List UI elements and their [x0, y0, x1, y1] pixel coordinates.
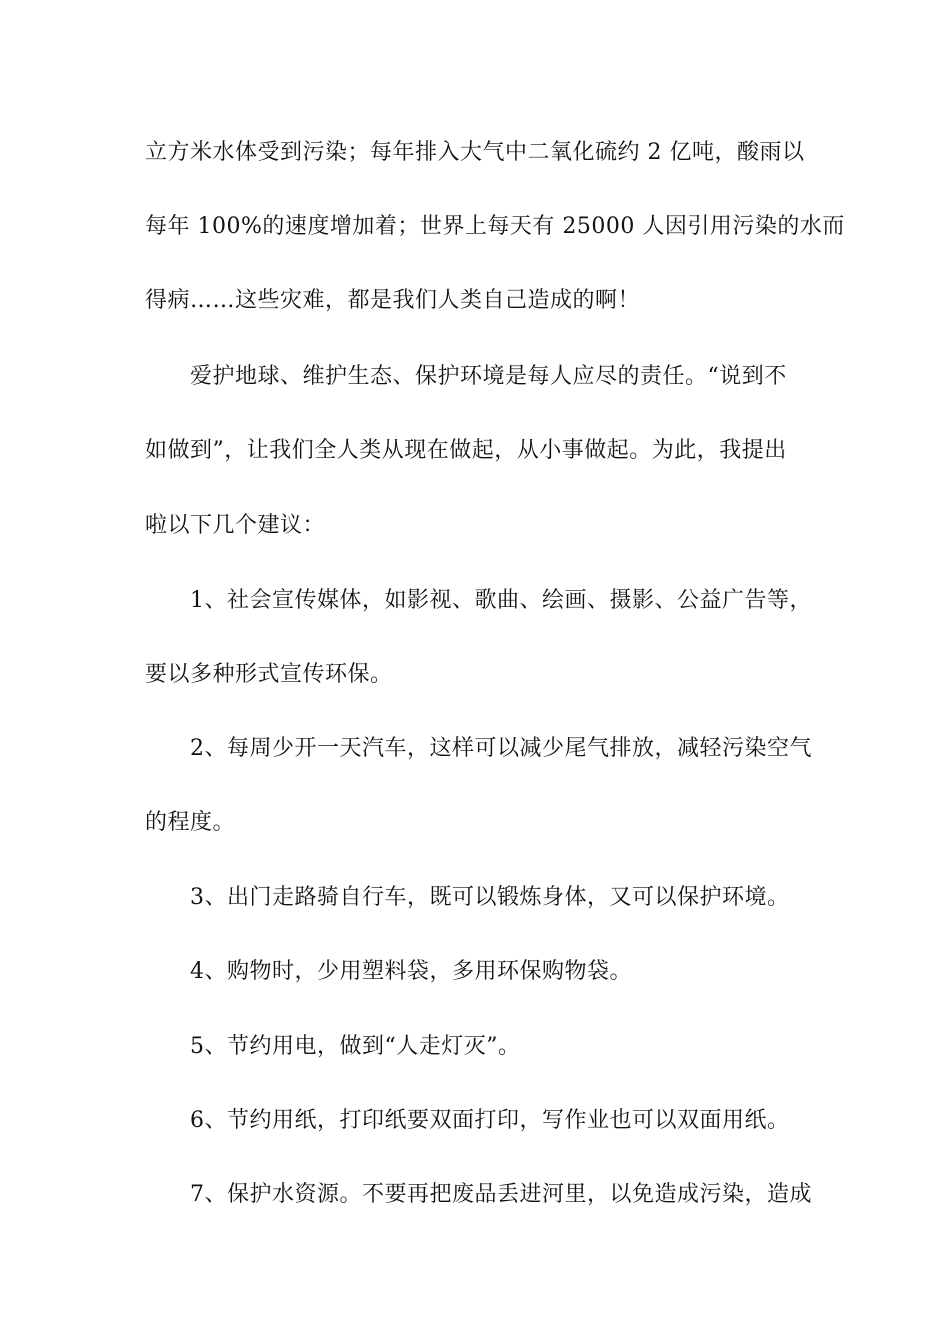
suggestion-item-1: 1、社会宣传媒体，如影视、歌曲、绘画、摄影、公益广告等， — [190, 588, 812, 613]
text-line: 每年 100%的速度增加着；世界上每天有 25000 人因引用污染的水而 — [145, 214, 845, 239]
suggestion-item-3: 3、出门走路骑自行车，既可以锻炼身体，又可以保护环境。 — [190, 885, 790, 910]
text-line: 得病……这些灾难，都是我们人类自己造成的啊！ — [145, 288, 641, 313]
suggestion-item-2: 2、每周少开一天汽车，这样可以减少尾气排放，减轻污染空气 — [190, 736, 812, 761]
suggestion-item-5: 5、节约用电，做到“人走灯灭”。 — [190, 1034, 521, 1059]
text-line: 如做到”，让我们全人类从现在做起，从小事做起。为此，我提出 — [145, 438, 787, 463]
paragraph-start-line: 爱护地球、维护生态、保护环境是每人应尽的责任。“说到不 — [190, 364, 787, 389]
text-line: 的程度。 — [145, 810, 236, 835]
suggestion-item-4: 4、购物时，少用塑料袋，多用环保购物袋。 — [190, 959, 632, 984]
text-line: 啦以下几个建议： — [145, 513, 326, 538]
suggestion-item-7: 7、保护水资源。不要再把废品丢进河里，以免造成污染，造成 — [190, 1182, 812, 1207]
suggestion-item-6: 6、节约用纸，打印纸要双面打印，写作业也可以双面用纸。 — [190, 1108, 790, 1133]
text-line: 要以多种形式宣传环保。 — [145, 662, 393, 687]
text-line: 立方米水体受到污染；每年排入大气中二氧化硫约 2 亿吨，酸雨以 — [145, 140, 805, 165]
